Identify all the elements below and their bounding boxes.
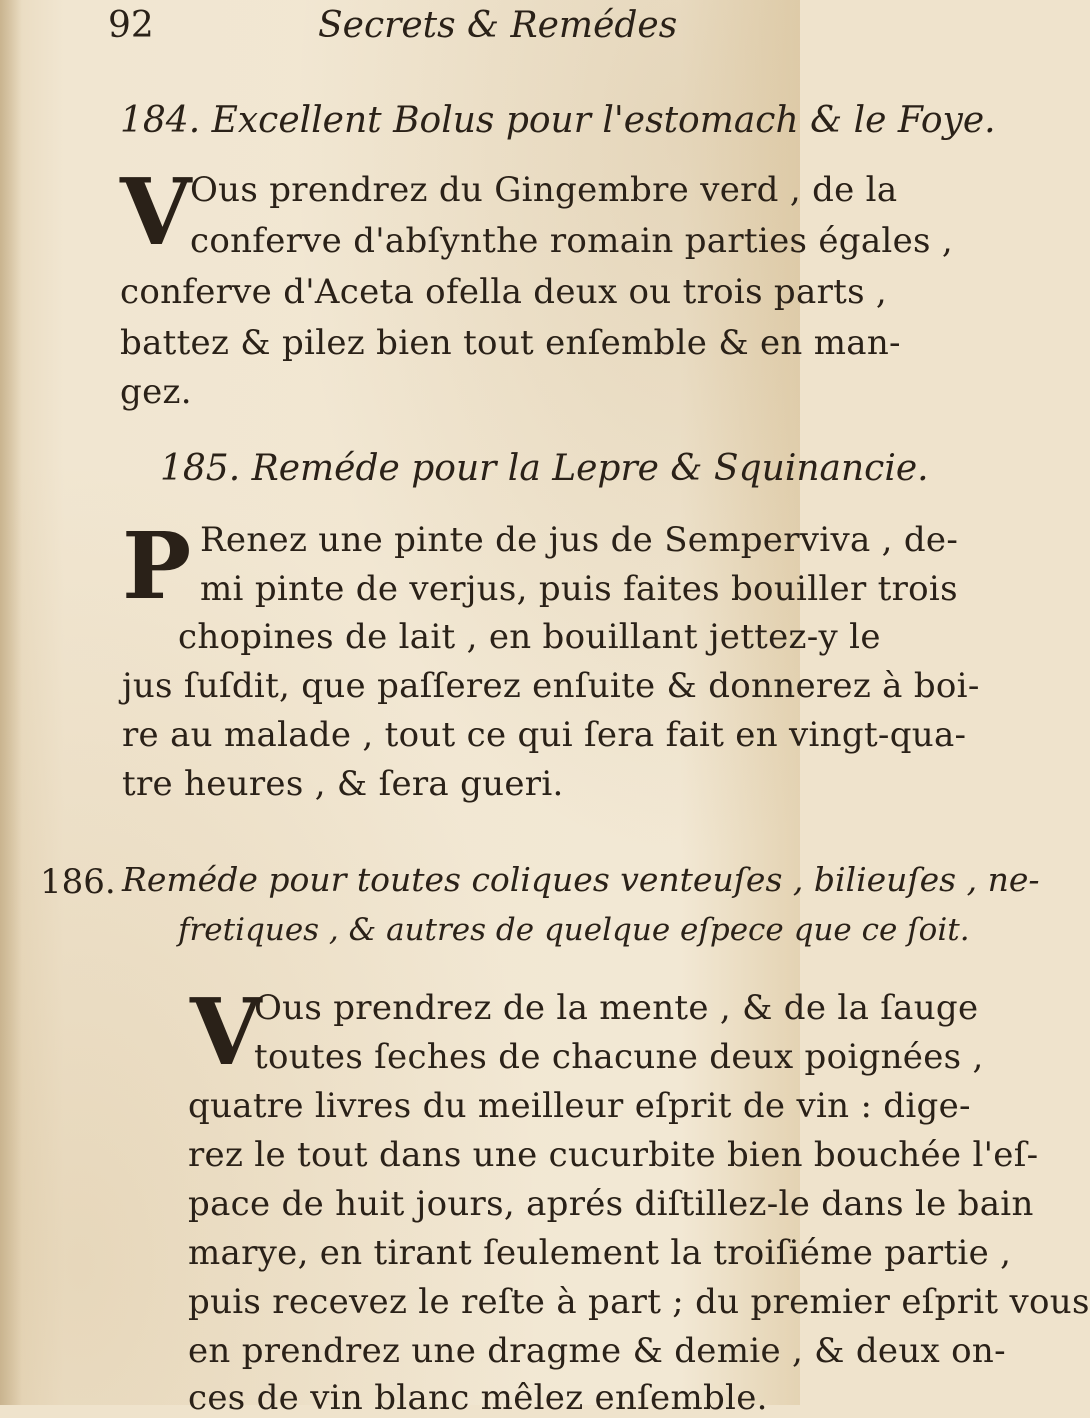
recipe-184-line-2: conferve d'abſynthe romain parties égales , — [190, 221, 953, 261]
recipe-184-title: 184. Excellent Bolus pour l'estomach & le Foye. — [120, 100, 996, 141]
recipe-185-line-4: jus ſuſdit, que paſſerez enſuite & donnerez à boi- — [122, 666, 980, 706]
recipe-186-line-7: puis recevez le reſte à part ; du premier eſprit vous — [188, 1282, 1090, 1322]
recipe-184-line-5: gez. — [120, 372, 192, 412]
recipe-185-line-5: re au malade , tout ce qui ſera fait en vingt-qua- — [122, 715, 967, 755]
recipe-186-line-9: ces de vin blanc mêlez enſemble. — [188, 1378, 768, 1418]
recipe-186-line-1: Ous prendrez de la mente , & de la ſauge — [254, 988, 979, 1028]
recipe-186-line-4: rez le tout dans une cucurbite bien bouchée l'eſ- — [188, 1135, 1039, 1175]
recipe-184-line-4: battez & pilez bien tout enſemble & en man- — [120, 323, 901, 363]
recipe-186-number: 186. — [40, 862, 116, 902]
running-title: Secrets & Remédes — [318, 5, 678, 46]
recipe-186-line-3: quatre livres du meilleur eſprit de vin : dige- — [188, 1086, 971, 1126]
recipe-186-title-line-2: fretiques , & autres de quelque eſpece que ce ſoit. — [178, 912, 970, 948]
recipe-186-dropcap: V — [190, 978, 262, 1086]
recipe-186-line-2: toutes ſeches de chacune deux poignées , — [254, 1037, 984, 1077]
recipe-186-line-5: pace de huit jours, aprés diſtillez-le dans le bain — [188, 1184, 1034, 1224]
recipe-184-dropcap: V — [120, 158, 192, 266]
recipe-186-title-line-1: Reméde pour toutes coliques venteuſes , bilieuſes , ne- — [122, 860, 1040, 899]
recipe-185-line-2: mi pinte de verjus, puis faites bouiller trois — [200, 569, 958, 609]
page-number: 92 — [108, 5, 154, 46]
recipe-185-line-3: chopines de lait , en bouillant jettez-y le — [178, 617, 881, 657]
binding-gutter — [0, 0, 22, 1405]
recipe-186-line-8: en prendrez une dragme & demie , & deux on- — [188, 1331, 1006, 1371]
recipe-184-line-1: Ous prendrez du Gingembre verd , de la — [190, 170, 898, 210]
recipe-185-dropcap: P — [122, 512, 192, 620]
recipe-185-line-1: Renez une pinte de jus de Semperviva , de- — [200, 520, 959, 560]
recipe-185-line-6: tre heures , & ſera gueri. — [122, 764, 564, 804]
recipe-185-title: 185. Reméde pour la Lepre & Squinancie. — [160, 448, 929, 489]
recipe-186-line-6: marye, en tirant ſeulement la troiſiéme partie , — [188, 1233, 1012, 1273]
recipe-184-line-3: conferve d'Aceta ofella deux ou trois parts , — [120, 272, 888, 312]
